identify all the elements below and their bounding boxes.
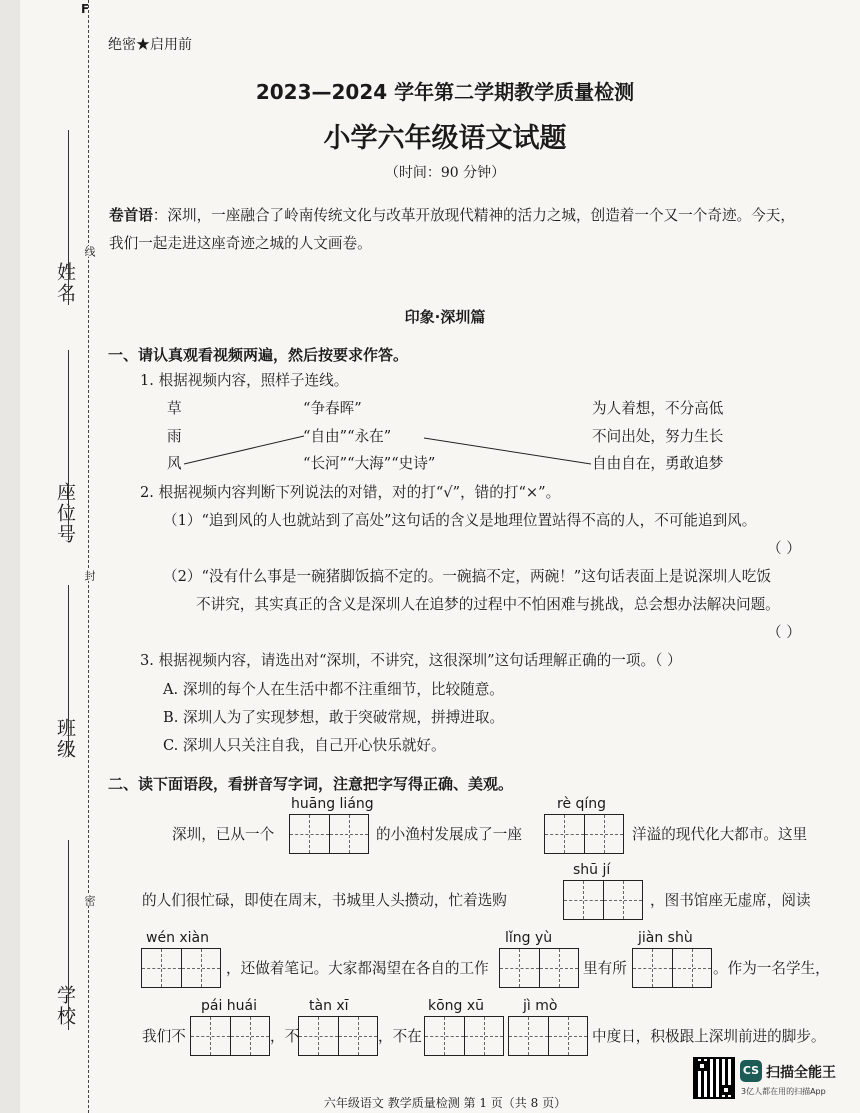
- text-l4a: 我们不: [142, 1028, 186, 1045]
- q1-mid-2: “自由”“永在”: [303, 428, 392, 445]
- mi-char: 密: [83, 895, 96, 906]
- app-subtitle: 3亿人都在用的扫描App: [741, 1087, 826, 1096]
- q1-stem: 1. 根据视频内容，照样子连线。: [140, 372, 349, 389]
- school-label: 学校: [54, 985, 76, 1027]
- q2-item2-line2: 不讲究，其实真正的含义是深圳人在追梦的过程中不怕困难与挑战，总会想办法解决问题。: [196, 596, 780, 613]
- secret-label: 绝密★启用前: [108, 37, 192, 53]
- section2-heading: 二、读下面语段，看拼音写字词，注意把字写得正确、美观。: [108, 775, 514, 793]
- class-label: 班级: [54, 718, 76, 760]
- pinyin-paihuai: pái huái: [201, 998, 258, 1014]
- q3-option-a[interactable]: A. 深圳的每个人在生活中都不注重细节，比较随意。: [163, 681, 504, 698]
- preface-line2: 我们一起走进这座奇迹之城的人文画卷。: [109, 235, 372, 252]
- part-title: 印象·深圳篇: [404, 308, 486, 326]
- pinyin-reqing: rè qíng: [557, 796, 607, 812]
- q1-left-1: 草: [167, 400, 182, 417]
- example-line-1: [184, 436, 304, 464]
- answer-grid-shuji[interactable]: [563, 880, 643, 920]
- text-l1a: 深圳，已从一个: [172, 826, 275, 843]
- answer-grid-tanxi[interactable]: [298, 1016, 378, 1056]
- q1-mid-3: “长河”“大海”“史诗”: [303, 455, 436, 472]
- pinyin-lingyu: lǐng yù: [505, 930, 553, 946]
- qr-code-icon: [693, 1057, 735, 1099]
- exam-title: 2023—2024 学年第二学期教学质量检测: [255, 80, 635, 104]
- page-footer: 六年级语文 教学质量检测 第 1 页（共 8 页）: [323, 1096, 567, 1110]
- q1-right-3: 自由自在，勇敢追梦: [592, 455, 724, 472]
- answer-grid-kongxu[interactable]: [424, 1016, 504, 1056]
- example-line-2: [424, 438, 591, 464]
- q2-stem: 2. 根据视频内容判断下列说法的对错，对的打“√”，错的打“×”。: [140, 484, 561, 501]
- answer-grid-paihuai[interactable]: [190, 1016, 270, 1056]
- line-char: 线: [83, 246, 96, 257]
- answer-grid-lingyu[interactable]: [499, 948, 579, 988]
- q2-item1: （1）“追到风的人也就站到了高处”这句话的含义是地理位置站得不高的人，不可能追到风。: [163, 512, 757, 529]
- camscanner-logo-icon: CS: [740, 1060, 762, 1082]
- text-l4c: ，不在: [378, 1028, 422, 1045]
- answer-grid-wenxian[interactable]: [141, 948, 221, 988]
- preface-label: 卷首语: [109, 207, 153, 224]
- answer-grid-jianshu[interactable]: [632, 948, 712, 988]
- q2-answer2-bracket[interactable]: （ ）: [767, 624, 801, 641]
- seat-label: 座位号: [54, 482, 76, 545]
- pinyin-jimo: jì mò: [523, 998, 558, 1014]
- app-name: 扫描全能王: [766, 1065, 836, 1081]
- corner-mark: F: [81, 2, 90, 16]
- q1-right-2: 不问出处，努力生长: [592, 428, 724, 445]
- q2-item2-line1: （2）“没有什么事是一碗猪脚饭搞不定的。一碗搞不定，两碗！”这句话表面上是说深圳人吃饭: [163, 568, 771, 585]
- seal-char: 封: [83, 570, 96, 581]
- q1-left-2: 雨: [167, 428, 182, 445]
- preface-line1: 卷首语：深圳，一座融合了岭南传统文化与改革开放现代精神的活力之城，创造着一个又一个奇迹。今天，: [109, 207, 795, 224]
- answer-grid-huangliang[interactable]: [289, 814, 369, 854]
- pinyin-huangliang: huāng liáng: [291, 796, 374, 812]
- q3-option-c[interactable]: C. 深圳人只关注自我，自己开心快乐就好。: [163, 737, 446, 754]
- text-l4d: 中度日，积极跟上深圳前进的脚步。: [592, 1028, 826, 1045]
- text-l2b: ，图书馆座无虚席，阅读: [650, 892, 811, 909]
- text-l1c: 洋溢的现代化大都市。这里: [632, 826, 808, 843]
- q1-mid-1: “争春晖”: [303, 400, 362, 417]
- pinyin-tanxi: tàn xī: [309, 998, 349, 1014]
- text-l1b: 的小渔村发展成了一座: [376, 826, 522, 843]
- answer-grid-reqing[interactable]: [544, 814, 624, 854]
- name-label: 姓名: [54, 262, 76, 304]
- q1-left-3: 风: [167, 455, 182, 472]
- text-l3a: ，还做着笔记。大家都渴望在各自的工作: [226, 960, 489, 977]
- section1-heading: 一、请认真观看视频两遍，然后按要求作答。: [108, 346, 409, 364]
- pinyin-shuji: shū jí: [573, 862, 611, 878]
- text-l3c: 。作为一名学生，: [713, 960, 830, 977]
- pinyin-wenxian: wén xiàn: [146, 930, 210, 946]
- subject-title: 小学六年级语文试题: [323, 123, 567, 154]
- q1-right-1: 为人着想，不分高低: [592, 400, 724, 417]
- text-l4b: ，不: [270, 1028, 300, 1045]
- q2-answer1-bracket[interactable]: （ ）: [767, 540, 801, 557]
- pinyin-jianshu: jiàn shù: [638, 930, 693, 946]
- time-note: （时间：90 分钟）: [384, 165, 506, 181]
- text-l2a: 的人们很忙碌，即使在周末，书城里人头攒动，忙着选购: [142, 892, 507, 909]
- text-l3b: 里有所: [583, 960, 627, 977]
- pinyin-kongxu: kōng xū: [428, 998, 485, 1014]
- answer-grid-jimo[interactable]: [508, 1016, 588, 1056]
- q3-option-b[interactable]: B. 深圳人为了实现梦想，敢于突破常规，拼搏进取。: [163, 709, 505, 726]
- q3-stem: 3. 根据视频内容，请选出对“深圳，不讲究，这很深圳”这句话理解正确的一项。（ ）: [140, 652, 682, 669]
